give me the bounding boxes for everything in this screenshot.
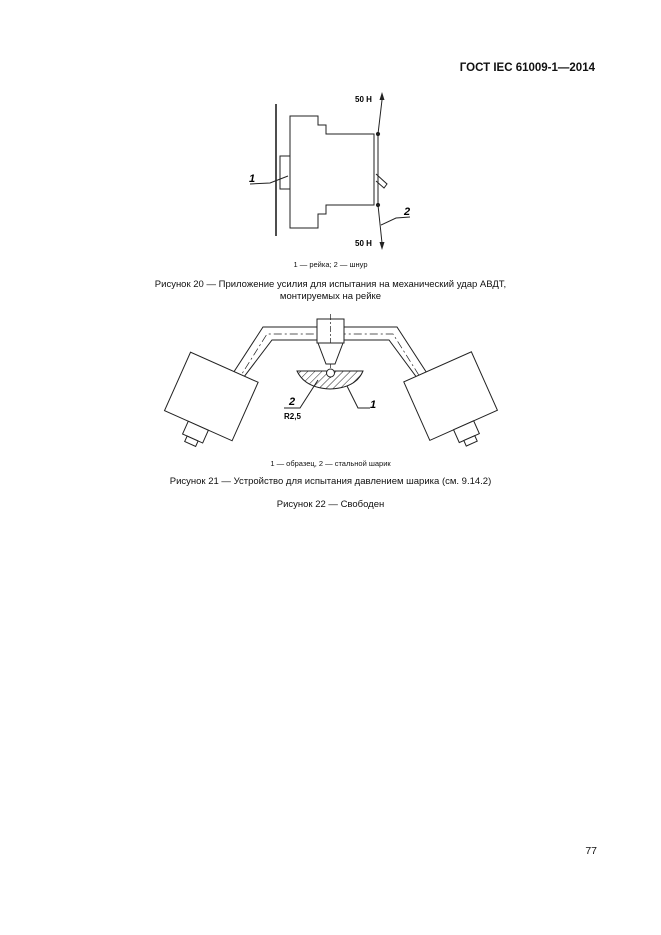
force-bottom-label: 50 Н [355,239,372,248]
figure-20-caption-line2: монтируемых на рейке [279,291,382,302]
figure-20-caption [0,279,661,303]
figure-22-caption: Рисунок 22 — Свободен [276,499,385,510]
figure-21-apparatus [156,314,505,459]
page-number: 77 [585,845,597,857]
rail-clip [280,156,290,189]
figure-20-caption-line1: Рисунок 20 — Приложение усилия для испытания на механический удар АВДТ, [154,279,507,290]
fig20-label-1: 1 [249,173,256,185]
figure-21-legend: 1 — образец, 2 — стальной шарик [270,459,391,468]
figure-20-device [250,92,410,250]
figure-20-legend: 1 — рейка; 2 — шнур [293,260,368,269]
leader-1 [250,176,288,184]
steel-ball [327,369,335,377]
left-weight [156,352,258,459]
cord-line [378,100,382,243]
right-weight [404,352,506,459]
leader-1-fig21 [347,386,370,408]
figure-21-caption: Рисунок 21 — Устройство для испытания давлением шарика (см. 9.14.2) [169,476,492,487]
force-top-label: 50 Н [355,95,372,104]
fig21-radius-label: R2,5 [284,412,301,421]
leader-2 [381,217,410,225]
indenter-tip [318,343,343,364]
fig21-label-1: 1 [370,399,377,411]
device-body [290,116,374,228]
fig20-label-2: 2 [404,206,411,218]
document-header: ГОСТ IEC 61009-1—2014 [459,62,595,74]
fig21-label-2: 2 [289,396,296,408]
